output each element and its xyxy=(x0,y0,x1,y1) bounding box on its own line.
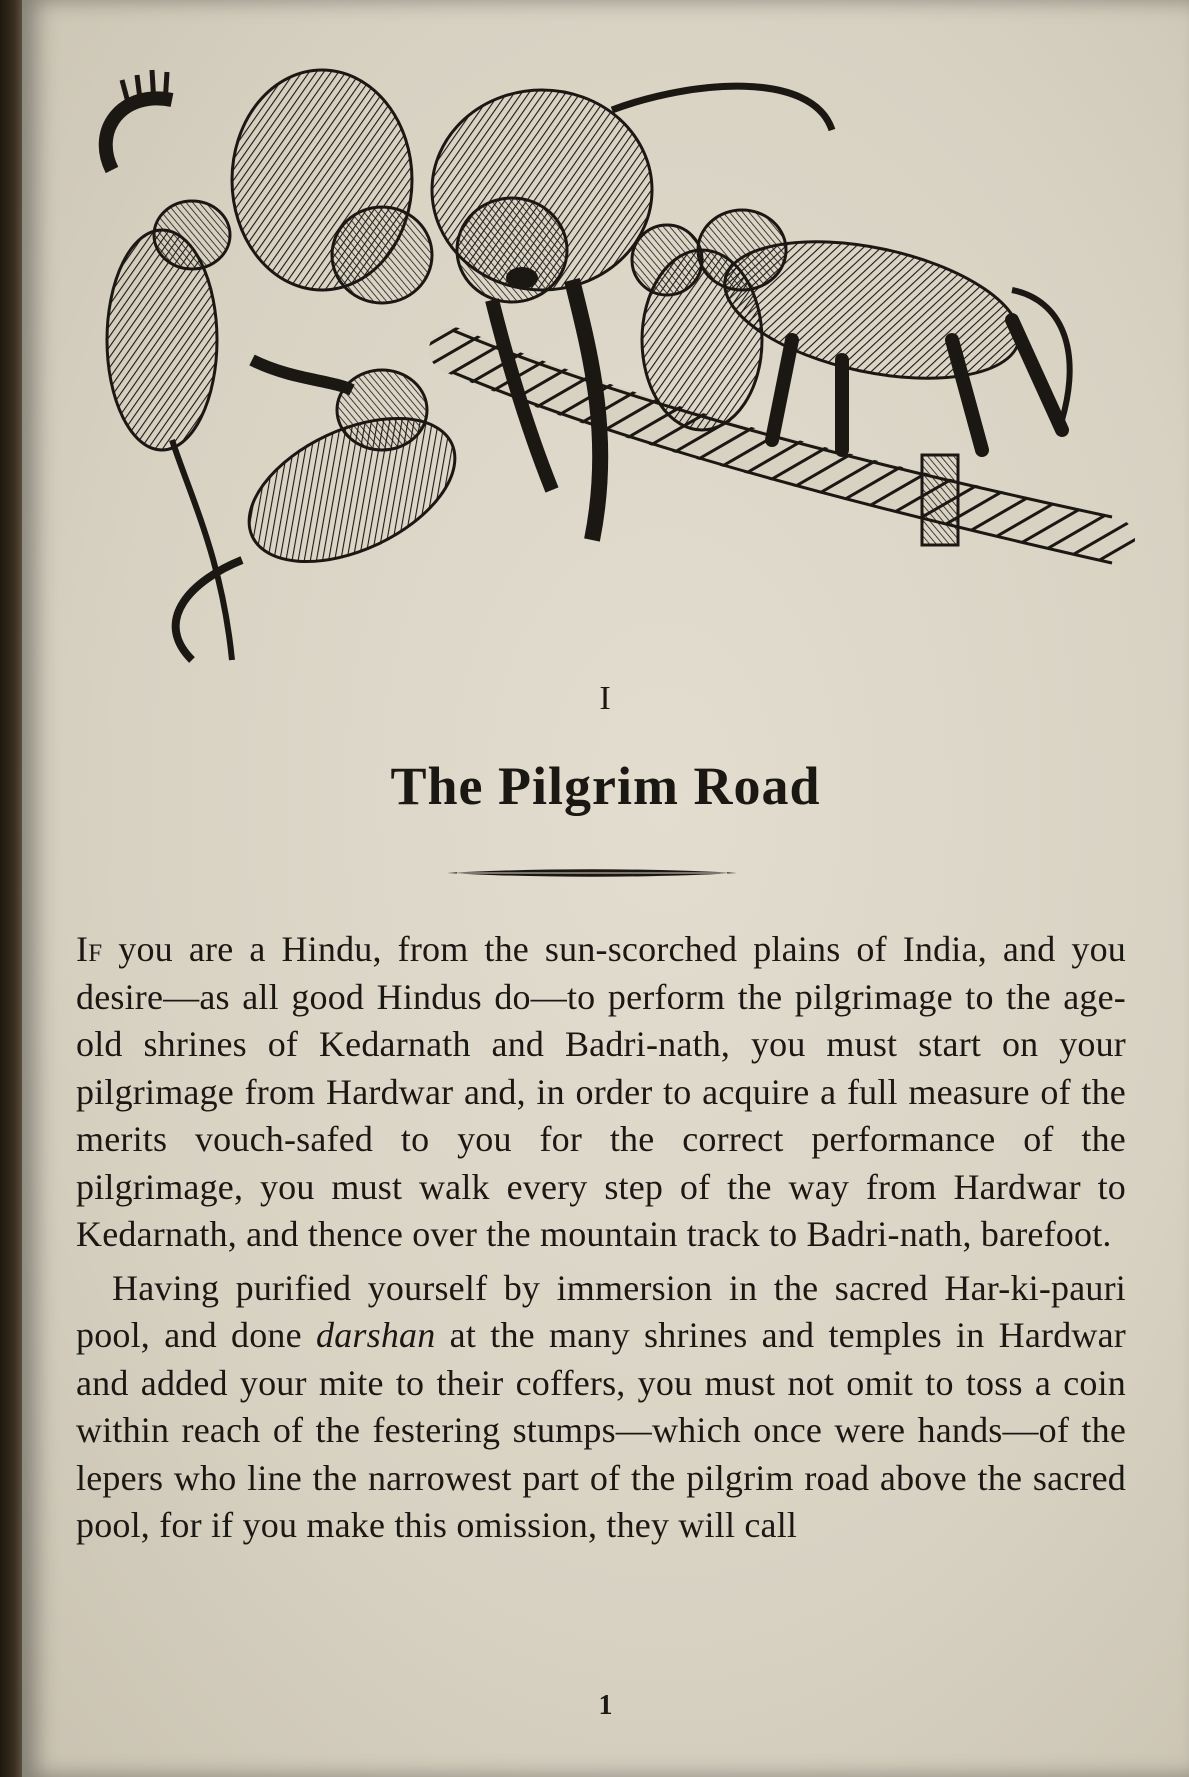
title-divider xyxy=(447,866,737,880)
chapter-number: I xyxy=(599,680,612,717)
paragraph-text: at the many shrines and temples in Hardwar and added your mite to their coffers, you must not omit to toss a coin within reach of the festering stumps—which once were hands—of the lepers who line the narrowest part of the pilgrim road above the sacred pool, for if you make this omission, they will call xyxy=(76,1315,1126,1545)
chapter-title: The Pilgrim Road xyxy=(390,756,821,816)
body-text xyxy=(76,926,1126,1550)
italic-term: darshan xyxy=(316,1315,436,1355)
monkeys-on-rope-icon xyxy=(52,20,1142,680)
paragraph xyxy=(76,926,1126,1259)
page-number: 1 xyxy=(598,1690,613,1721)
paragraph-text: you are a Hindu, from the sun-scorched plains of India, and you desire—as all good Hindus do—to perform the pilgrimage to the age-old shrines of Kedarnath and Badri-nath, you must start on your pilgrimage from Hardwar and, in order to acquire a full measure of the merits vouch-safed to you for the correct performance of the pilgrimage, you must walk every step of the way from Hardwar to Kedarnath, and thence over the mountain track to Badri-nath, barefoot. xyxy=(76,929,1126,1254)
paragraph-text: Having purified yourself by immersion in the sacred Har-ki-pauri pool, and done xyxy=(76,1267,1126,1355)
book-page xyxy=(22,0,1189,1777)
paragraph-opening: If xyxy=(76,929,103,969)
paragraph xyxy=(76,1265,1126,1550)
